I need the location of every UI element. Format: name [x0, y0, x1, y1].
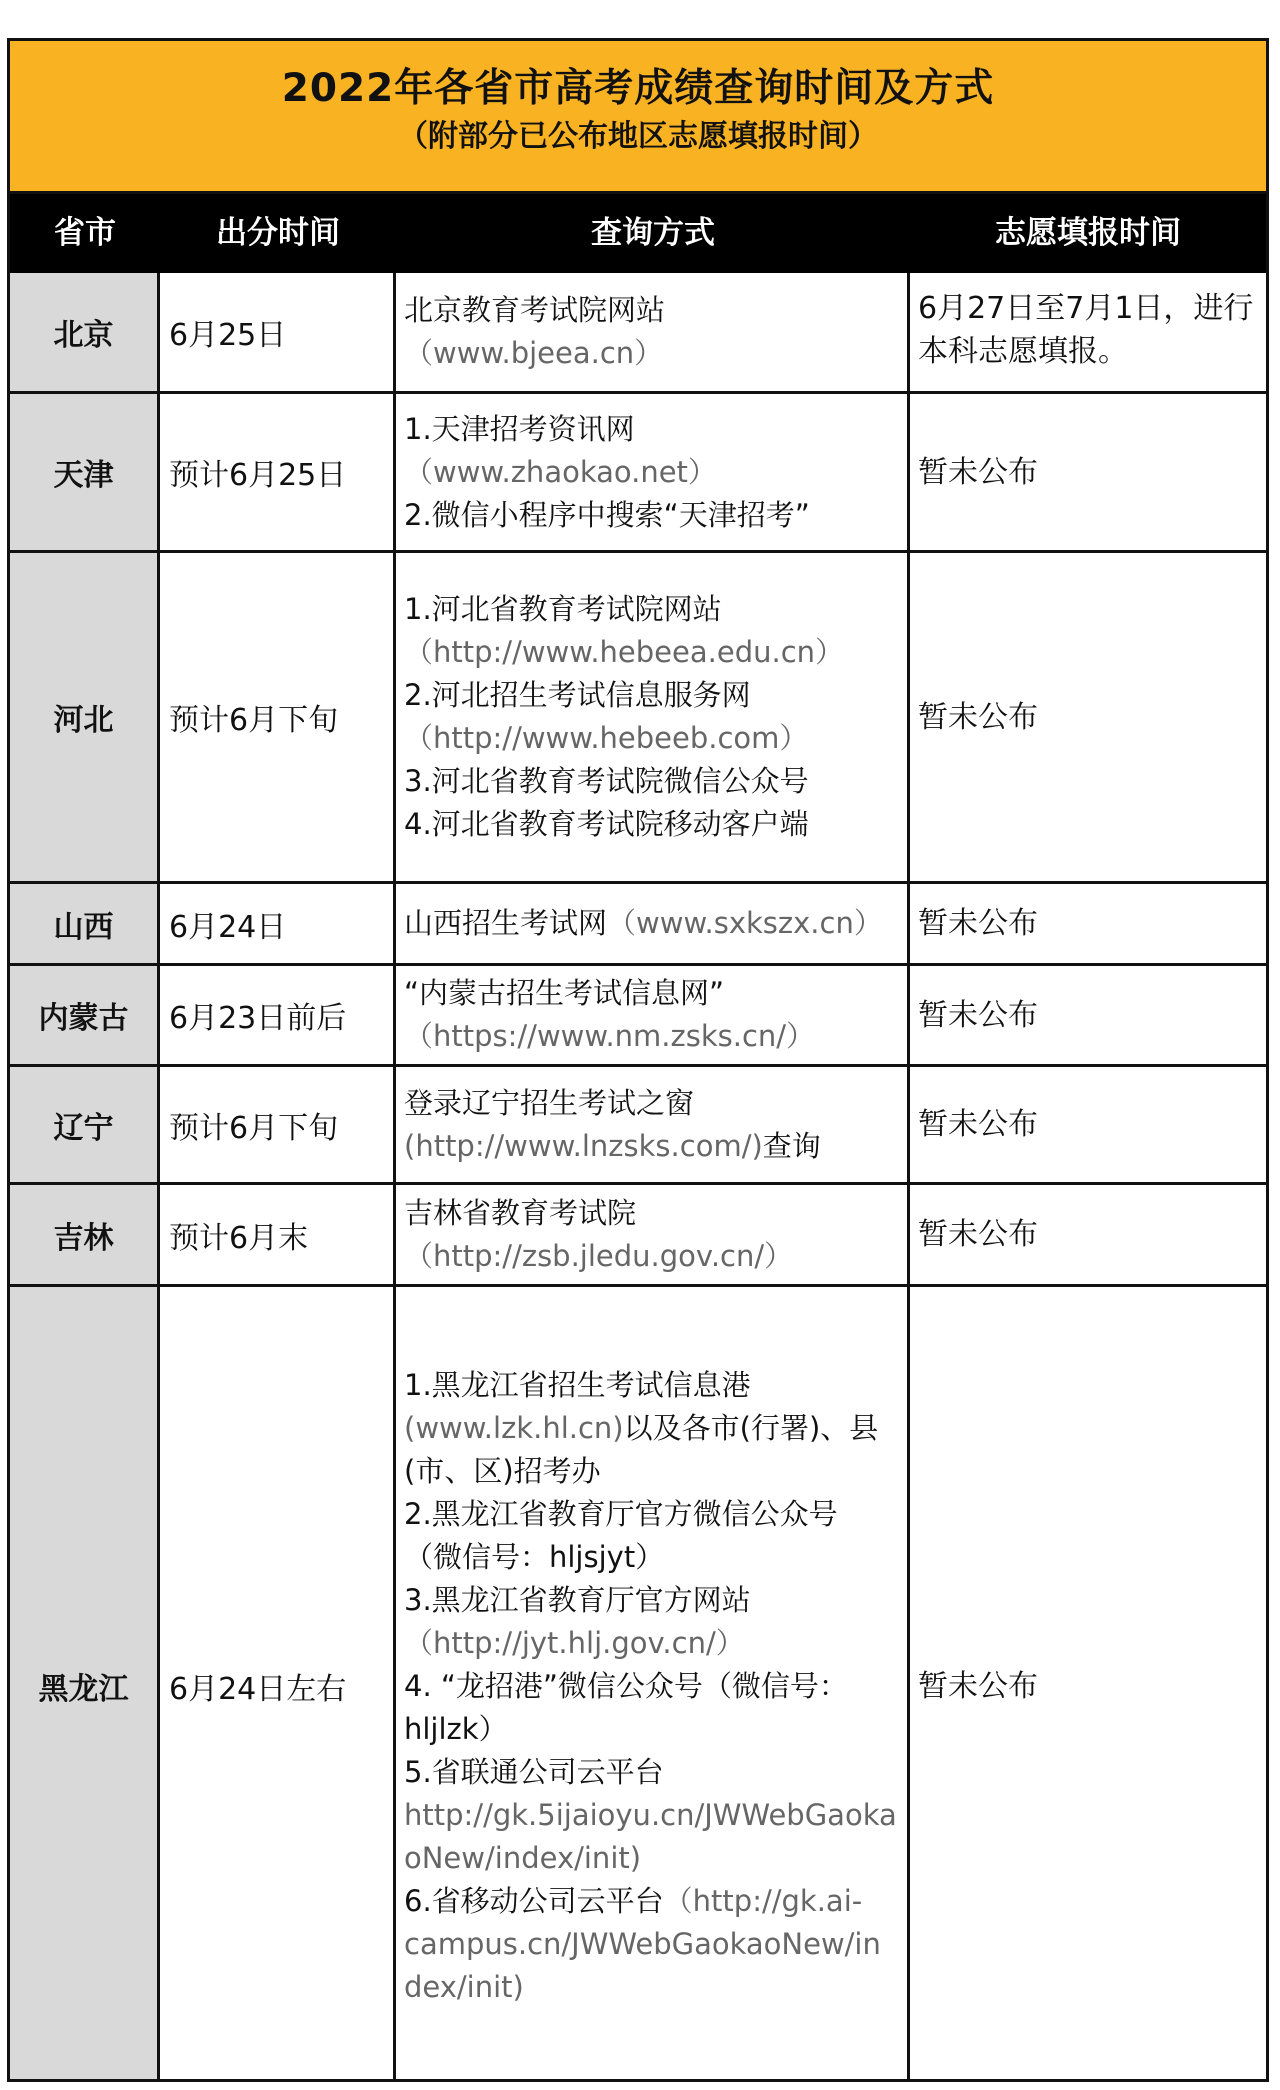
method-text: 1.河北省教育考试院网站	[404, 592, 722, 626]
volunteer-line: 6月27日至7月1日，进行	[918, 291, 1254, 326]
url-text: （https://www.nm.zsks.cn/）	[404, 1019, 816, 1053]
table-row	[10, 394, 1266, 553]
volunteer-line: 暂未公布	[918, 997, 1038, 1033]
url-text: （www.sxkszx.cn）	[607, 906, 883, 940]
release-time-cell: 6月24日左右	[160, 1287, 396, 2082]
method-line	[404, 1837, 903, 1880]
method-line	[404, 1794, 903, 1837]
method-line	[404, 803, 903, 846]
release-time-cell: 预计6月末	[160, 1185, 396, 1284]
url-text: （http://www.hebeeb.com）	[404, 721, 809, 755]
method-line	[404, 1751, 903, 1794]
header-query-method: 查询方式	[591, 215, 715, 251]
url-text: dex/init)	[404, 1969, 524, 2004]
query-method-cell	[396, 966, 910, 1064]
method-text: 吉林省教育考试院	[404, 1195, 637, 1230]
province-cell: 黑龙江	[10, 1287, 160, 2082]
method-text: 5.省联通公司云平台	[404, 1754, 664, 1789]
url-text: （http://gk.ai-	[663, 1883, 863, 1918]
volunteer-time-cell	[910, 966, 1266, 1064]
method-line	[404, 289, 903, 332]
method-text: 北京教育考试院网站	[404, 293, 666, 327]
method-line	[404, 1536, 903, 1579]
volunteer-time-cell	[910, 273, 1266, 391]
method-line	[404, 674, 903, 717]
query-method-cell	[396, 1185, 910, 1284]
title-band	[10, 41, 1266, 194]
release-time-cell: 预计6月25日	[160, 394, 396, 550]
method-text: 3.黑龙江省教育厅官方网站	[404, 1582, 751, 1617]
method-text: (市、区)招考办	[404, 1453, 601, 1488]
province-cell: 河北	[10, 553, 160, 881]
method-line	[404, 1407, 903, 1450]
method-line	[404, 902, 903, 945]
method-line	[404, 1450, 903, 1493]
url-text: (www.lzk.hl.cn)	[404, 1410, 624, 1445]
method-text: 4. “龙招港”微信公众号（微信号：	[404, 1668, 848, 1703]
method-line	[404, 1364, 903, 1407]
method-text: 2.河北招生考试信息服务网	[404, 678, 751, 712]
volunteer-line: 暂未公布	[918, 906, 1038, 941]
method-line	[404, 1125, 903, 1168]
query-method-cell	[396, 273, 910, 391]
method-line	[404, 1493, 903, 1536]
volunteer-line: 暂未公布	[918, 699, 1038, 735]
release-time-cell: 6月24日	[160, 884, 396, 963]
method-line	[404, 332, 903, 375]
method-line	[404, 1015, 903, 1058]
method-text: 登录辽宁招生考试之窗	[404, 1085, 695, 1120]
release-time-cell: 预计6月下旬	[160, 553, 396, 881]
volunteer-line: 暂未公布	[918, 1217, 1038, 1252]
url-text: （www.zhaokao.net）	[404, 454, 717, 489]
method-line	[404, 760, 903, 803]
method-text: 6.省移动公司云平台	[404, 1883, 664, 1918]
table-row	[10, 1067, 1266, 1185]
method-line	[404, 408, 903, 451]
url-text: campus.cn/JWWebGaokaoNew/in	[404, 1926, 881, 1961]
method-line	[404, 1579, 903, 1622]
table-row	[10, 273, 1266, 394]
url-text: (http://www.lnzsks.com/)	[404, 1128, 763, 1163]
method-text: 1.天津招考资讯网	[404, 411, 635, 446]
table-row	[10, 1287, 1266, 2082]
method-line	[404, 1192, 903, 1235]
method-text: 2.微信小程序中搜索“天津招考”	[404, 497, 810, 532]
province-cell: 辽宁	[10, 1067, 160, 1182]
header-province: 省市	[54, 215, 116, 251]
url-text: （http://zsb.jledu.gov.cn/）	[404, 1238, 794, 1273]
query-method-cell	[396, 1067, 910, 1182]
query-method-cell	[396, 884, 910, 963]
method-line	[404, 1966, 903, 2009]
method-text: 4.河北省教育考试院移动客户端	[404, 807, 809, 841]
method-text: （微信号：hljsjyt）	[404, 1539, 665, 1574]
table-header	[10, 194, 1266, 273]
volunteer-line: 本科志愿填报。	[918, 334, 1128, 369]
volunteer-time-cell	[910, 884, 1266, 963]
province-cell: 北京	[10, 273, 160, 391]
method-line	[404, 1622, 903, 1665]
volunteer-line: 暂未公布	[918, 1107, 1038, 1142]
method-text: 查询	[762, 1128, 821, 1163]
url-text: http://gk.5ijaioyu.cn/JWWebGaoka	[404, 1797, 897, 1832]
release-time-cell: 预计6月下旬	[160, 1067, 396, 1182]
query-method-cell	[396, 553, 910, 881]
header-release-time: 出分时间	[216, 215, 340, 251]
volunteer-line: 暂未公布	[918, 1668, 1038, 1704]
url-text: oNew/index/init)	[404, 1840, 642, 1875]
query-method-cell	[396, 1287, 910, 2082]
province-cell: 天津	[10, 394, 160, 550]
method-text: “内蒙古招生考试信息网”	[404, 976, 725, 1010]
volunteer-time-cell	[910, 1067, 1266, 1182]
method-line	[404, 717, 903, 760]
method-line	[404, 451, 903, 494]
method-line	[404, 631, 903, 674]
method-line	[404, 1082, 903, 1125]
method-text: hljlzk）	[404, 1711, 508, 1746]
method-line	[404, 1665, 903, 1708]
page-subtitle: （附部分已公布地区志愿填报时间）	[398, 119, 878, 154]
volunteer-time-cell	[910, 553, 1266, 881]
volunteer-time-cell	[910, 1185, 1266, 1284]
page-title: 2022年各省市高考成绩查询时间及方式	[281, 66, 995, 111]
method-text: 山西招生考试网	[404, 906, 608, 940]
table-row	[10, 966, 1266, 1067]
method-line	[404, 494, 903, 537]
province-cell: 内蒙古	[10, 966, 160, 1064]
volunteer-line: 暂未公布	[918, 454, 1038, 490]
table-row	[10, 1185, 1266, 1287]
table-row	[10, 884, 1266, 966]
method-line	[404, 588, 903, 631]
method-line	[404, 1235, 903, 1278]
release-time-cell: 6月23日前后	[160, 966, 396, 1064]
method-text: 3.河北省教育考试院微信公众号	[404, 764, 809, 798]
method-text: 以及各市(行署)、县	[623, 1410, 879, 1445]
method-line	[404, 1923, 903, 1966]
header-volunteer-time: 志愿填报时间	[995, 215, 1181, 251]
volunteer-time-cell	[910, 394, 1266, 550]
table-row	[10, 553, 1266, 884]
release-time-cell: 6月25日	[160, 273, 396, 391]
method-line	[404, 972, 903, 1015]
province-cell: 山西	[10, 884, 160, 963]
url-text: （http://jyt.hlj.gov.cn/）	[404, 1625, 745, 1660]
method-line	[404, 1880, 903, 1923]
method-line	[404, 1708, 903, 1751]
url-text: （http://www.hebeea.edu.cn）	[404, 635, 845, 669]
method-text: 1.黑龙江省招生考试信息港	[404, 1367, 751, 1402]
method-text: 2.黑龙江省教育厅官方微信公众号	[404, 1496, 838, 1531]
url-text: （www.bjeea.cn）	[404, 336, 664, 370]
results-table	[7, 38, 1269, 2082]
query-method-cell	[396, 394, 910, 550]
province-cell: 吉林	[10, 1185, 160, 1284]
volunteer-time-cell	[910, 1287, 1266, 2082]
